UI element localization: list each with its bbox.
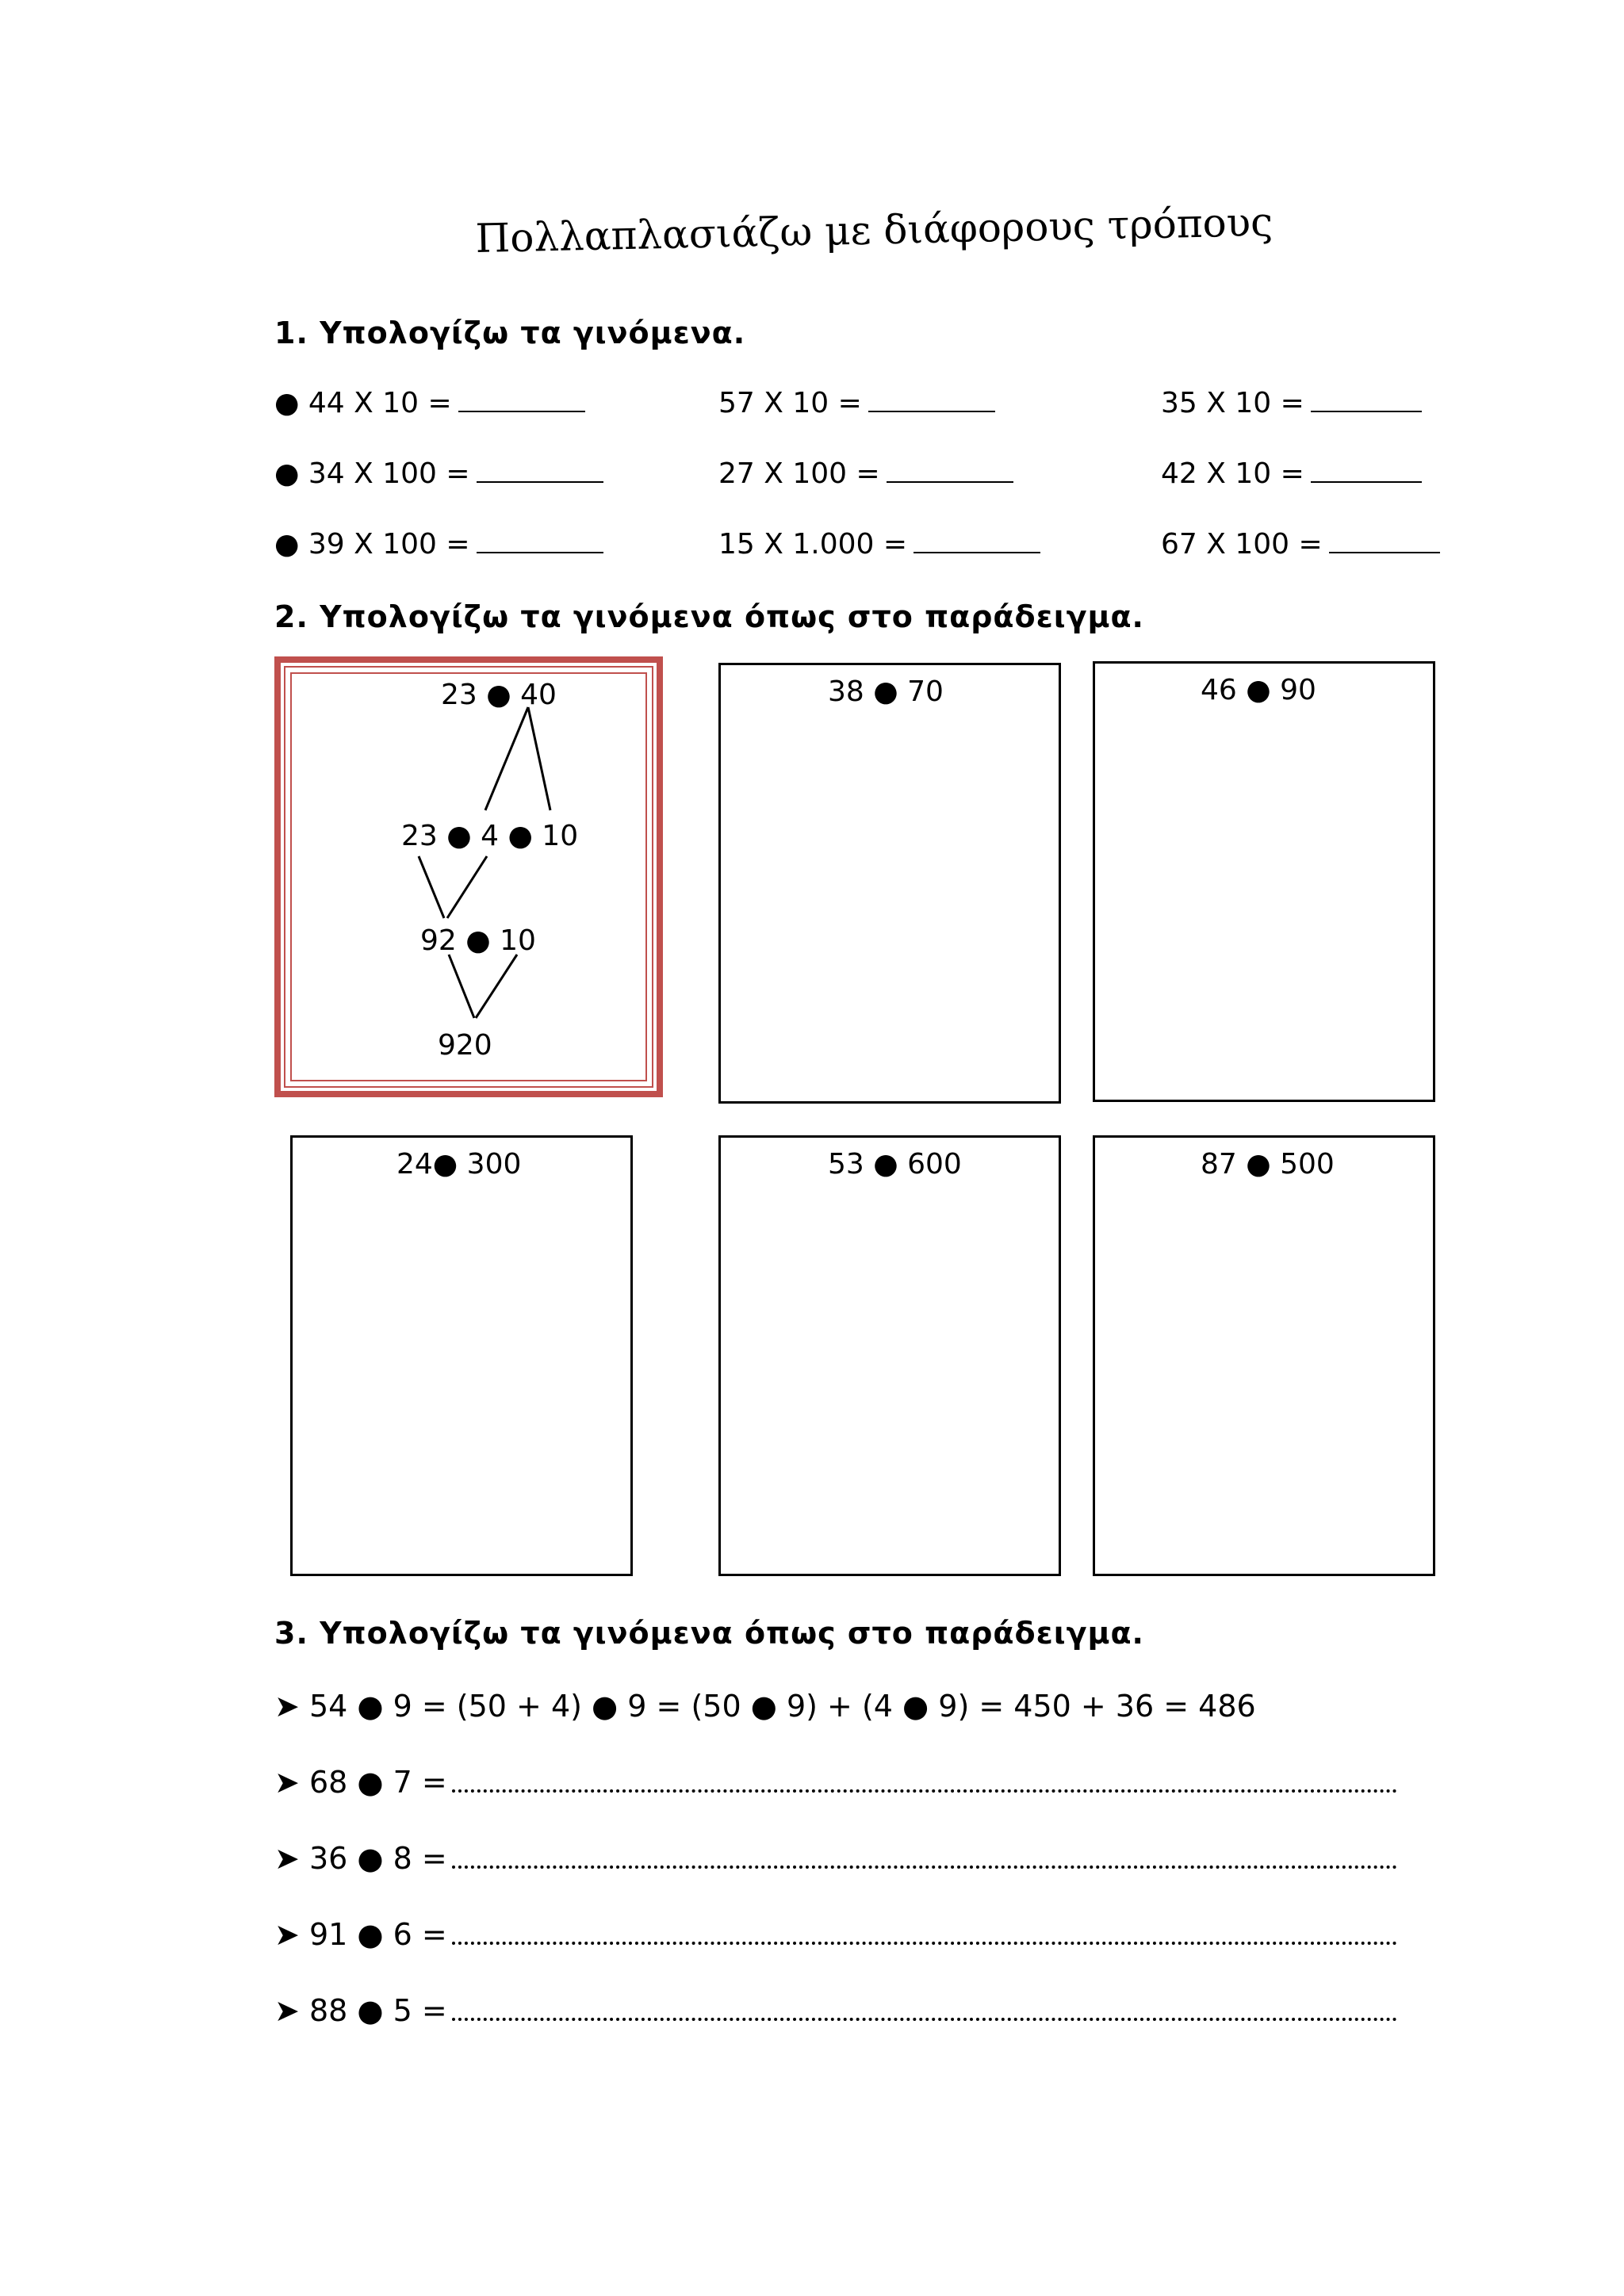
work-box-4[interactable] [718, 1135, 1061, 1576]
exercise-text: ● 34 X 100 = [274, 457, 470, 490]
exercise-text: 27 X 100 = [718, 457, 880, 490]
exercise-text: ● 44 X 10 = [274, 387, 452, 419]
work-box-3[interactable] [290, 1135, 633, 1576]
section3-example [274, 1689, 1256, 1724]
arrow-bullet-icon: ➤ [274, 1689, 300, 1724]
exercise-text: ● 39 X 100 = [274, 528, 470, 561]
merge-line [447, 856, 487, 918]
exercise-text: 67 X 100 = [1161, 528, 1323, 561]
work-box-5[interactable] [1093, 1135, 1435, 1576]
answer-dotted-line[interactable] [452, 1769, 1397, 1793]
arrow-bullet-icon: ➤ [274, 1993, 300, 2028]
split-line [485, 707, 528, 810]
work-box-1-label: 38 ● 70 [828, 675, 944, 708]
example-step-1: 23 ● 40 [441, 679, 557, 711]
work-box-3-label: 24● 300 [396, 1148, 522, 1181]
section3-item-4 [274, 1993, 1397, 2028]
item-expression: 91 ● 6 = [308, 1917, 447, 1952]
split-line [528, 707, 550, 810]
answer-dotted-line[interactable] [452, 1921, 1397, 1945]
example-step-2: 23 ● 4 ● 10 [401, 820, 579, 852]
section2-heading: 2. Υπολογίζω τα γινόμενα όπως στο παράδειγμα. [274, 599, 1144, 634]
merge-line [449, 955, 474, 1018]
arrow-bullet-icon: ➤ [274, 1841, 300, 1876]
item-expression: 36 ● 8 = [308, 1841, 447, 1876]
exercise-text: 42 X 10 = [1161, 457, 1304, 490]
section3-item-2 [274, 1841, 1397, 1876]
item-expression: 88 ● 5 = [308, 1993, 447, 2028]
example-equation: 54 ● 9 = (50 + 4) ● 9 = (50 ● 9) + (4 ● 9) = 450 + 36 = 486 [308, 1689, 1256, 1724]
exercise-text: 57 X 10 = [718, 387, 862, 419]
exercise-text: 15 X 1.000 = [718, 528, 908, 561]
item-expression: 68 ● 7 = [308, 1765, 447, 1800]
exercise-text: 35 X 10 = [1161, 387, 1304, 419]
work-box-2-label: 46 ● 90 [1201, 674, 1316, 706]
section3-item-1 [274, 1765, 1397, 1800]
work-box-2[interactable] [1093, 661, 1435, 1102]
work-box-5-label: 87 ● 500 [1201, 1148, 1335, 1181]
arrow-bullet-icon: ➤ [274, 1765, 300, 1800]
answer-dotted-line[interactable] [452, 1845, 1397, 1869]
work-box-1[interactable] [718, 663, 1061, 1104]
page-title: Πολλαπλασιάζω με διάφορους τρόπους [475, 198, 1274, 262]
work-box-4-label: 53 ● 600 [828, 1148, 962, 1181]
merge-line [476, 955, 517, 1018]
arrow-bullet-icon: ➤ [274, 1917, 300, 1952]
merge-line [419, 856, 444, 918]
section1-heading: 1. Υπολογίζω τα γινόμενα. [274, 316, 746, 350]
example-step-3: 92 ● 10 [420, 924, 536, 957]
section3-heading: 3. Υπολογίζω τα γινόμενα όπως στο παράδειγμα. [274, 1616, 1144, 1651]
answer-dotted-line[interactable] [452, 1997, 1397, 2021]
example-step-4: 920 [438, 1029, 492, 1062]
section3-item-3 [274, 1917, 1397, 1952]
